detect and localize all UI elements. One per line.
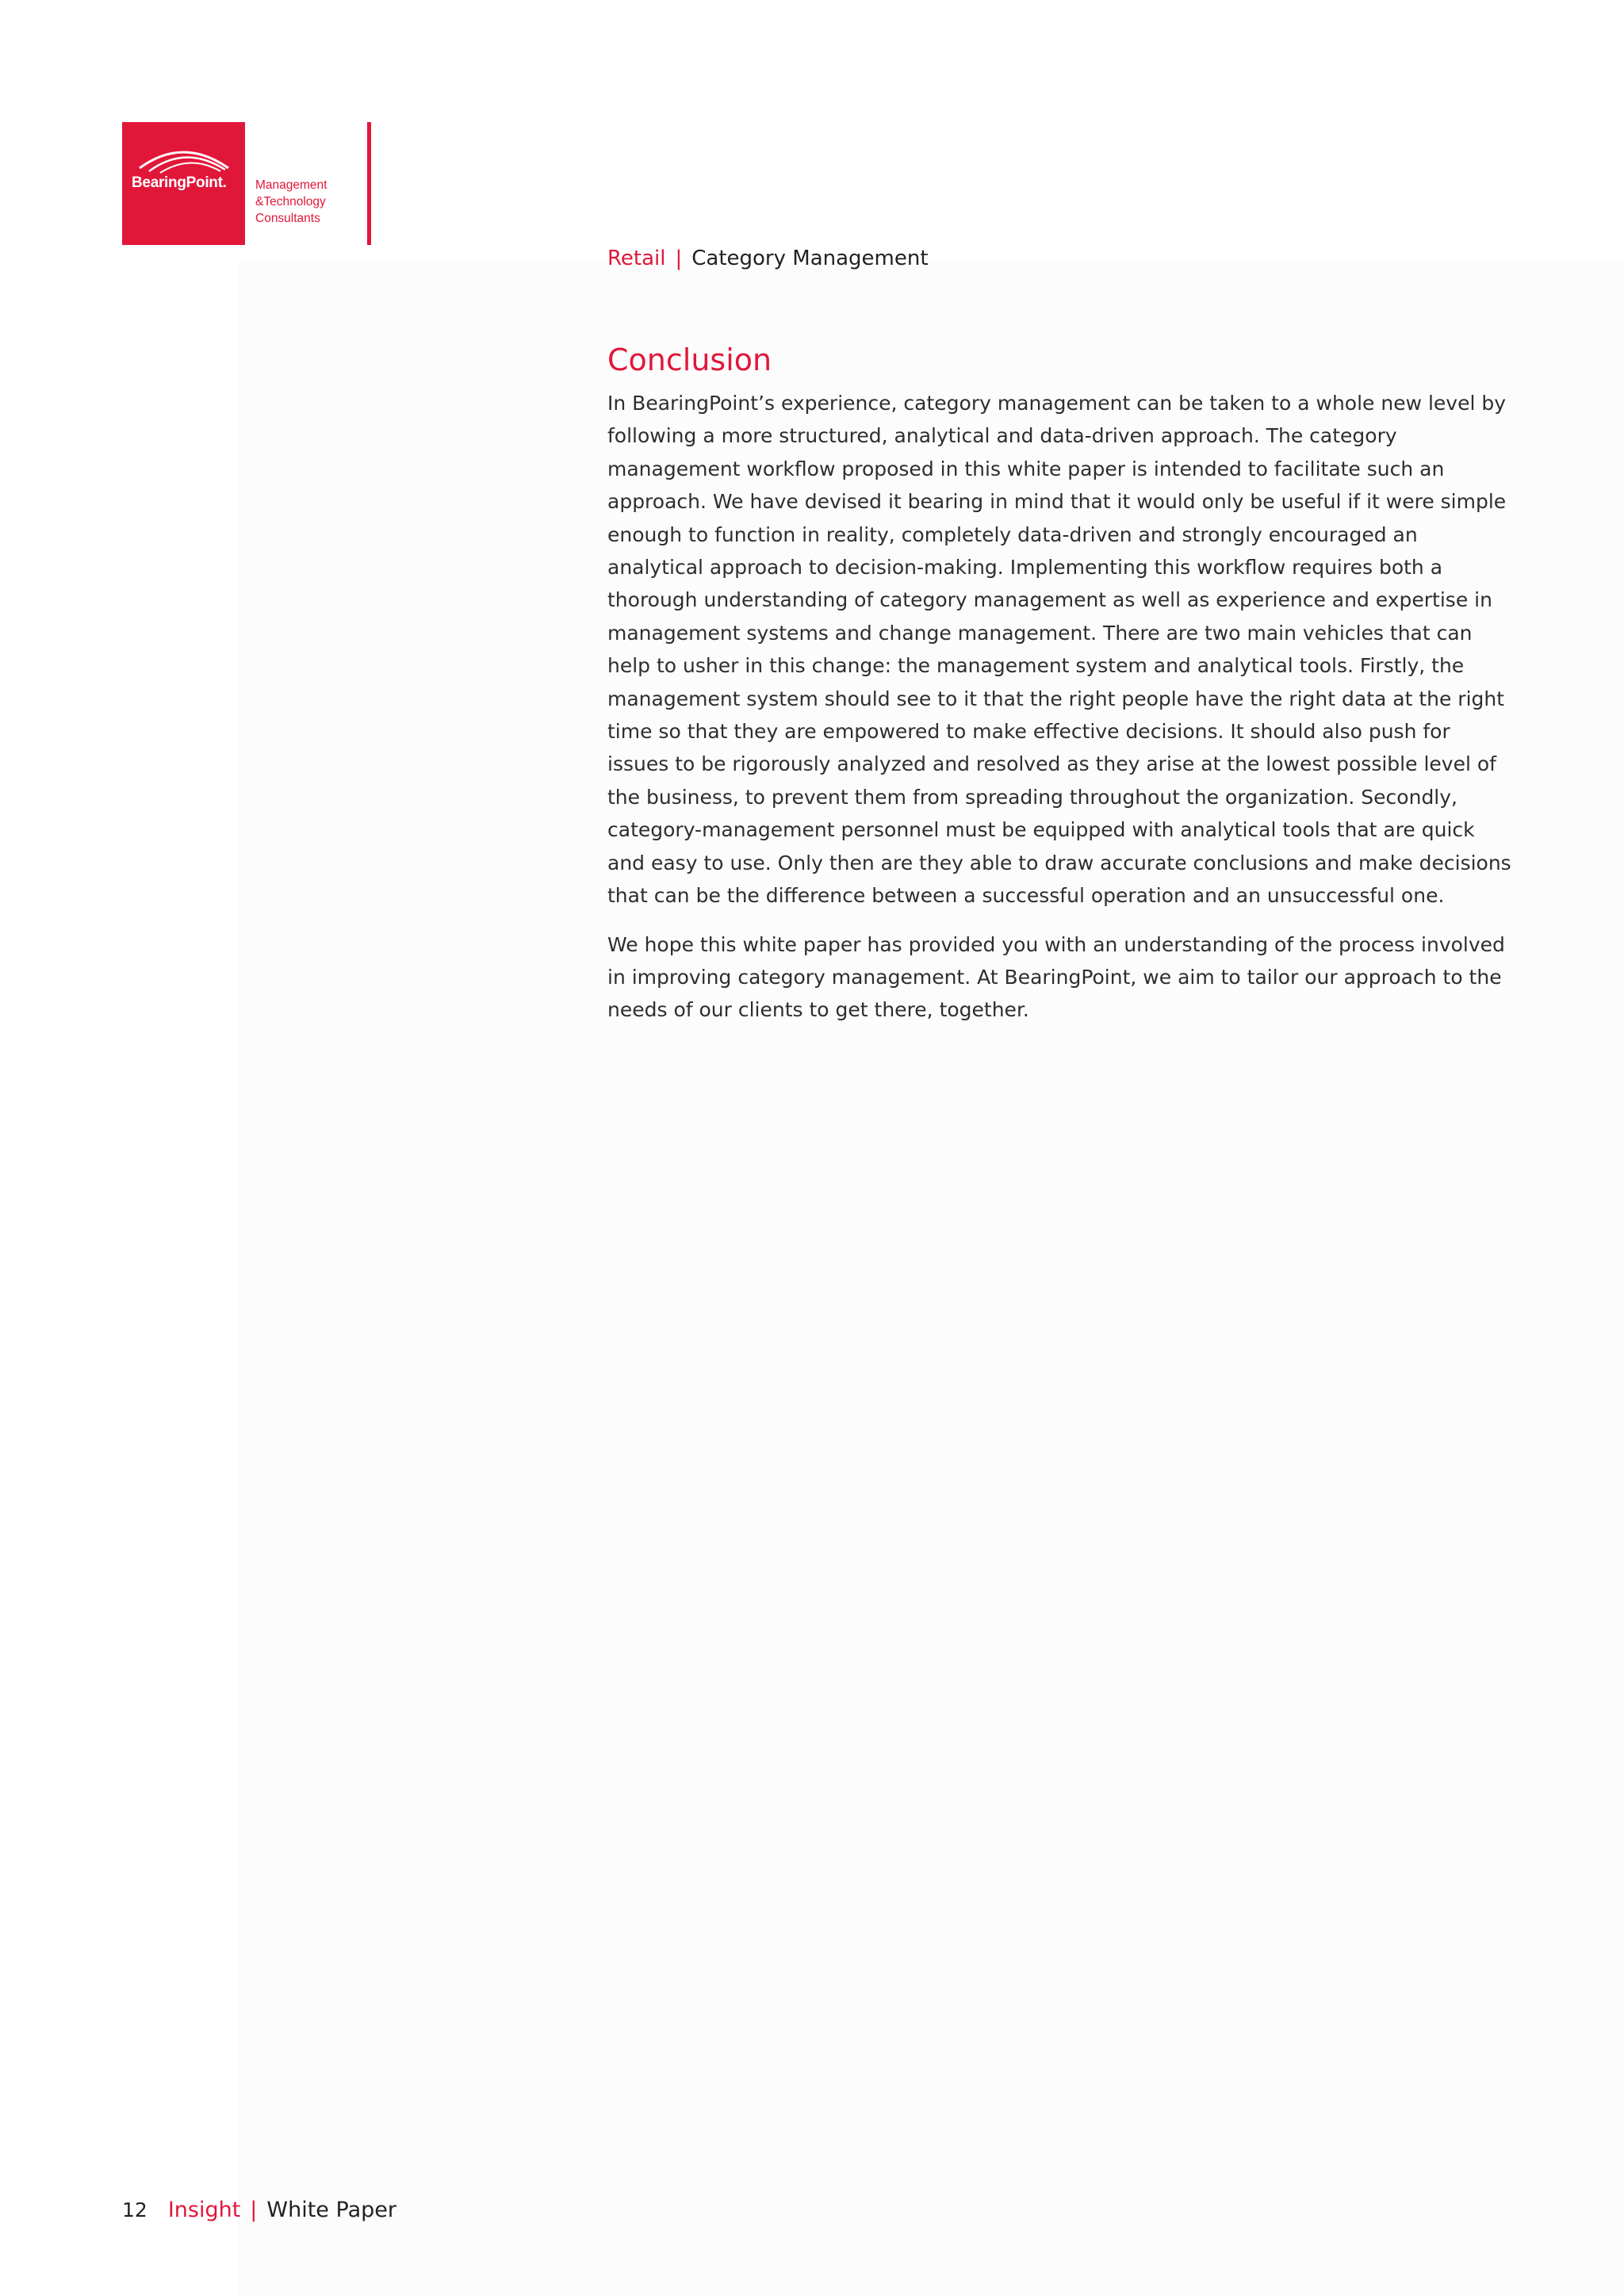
- main-content: [607, 338, 1511, 1027]
- logo-wordmark: BearingPoint.: [132, 174, 227, 191]
- body-paragraph: In BearingPoint’s experience, category management can be taken to a whole new level by following a more structured, analytical and data-driven approach. The category management workflow proposed in this white paper is intended to facilitate such an approach. We have devised it bearing in mind that it would only be useful if it were simple enough to function in reality, completely data-driven and strongly encouraged an analytical approach to decision-making. Implementing this workflow requires both a thorough understanding of category management as well as experience and expertise in management systems and change management. There are two main vehicles that can help to usher in this change: the management system and analytical tools. Firstly, the management system should see to it that the right people have the right data at the right time so that they are empowered to make effective decisions. It should also push for issues to be rigorously analyzed and resolved as they arise at the lowest possible level of the business, to prevent them from spreading throughout the organization. Secondly, category-management personnel must be equipped with analytical tools that are quick and easy to use. Only then are they able to draw accurate conclusions and make decisions that can be the difference between a successful operation and an unsuccessful one.: [607, 392, 1511, 908]
- footer-publication: Insight: [167, 2198, 241, 2222]
- footer-doc-type: White Paper: [266, 2198, 396, 2222]
- logo-tagline: [255, 177, 366, 227]
- footer-separator: |: [250, 2198, 258, 2222]
- logo-tagline-line: Consultants: [255, 212, 320, 225]
- page-number: 12: [122, 2198, 147, 2221]
- bearingpoint-logo: [122, 122, 245, 245]
- breadcrumb: [607, 243, 929, 274]
- logo-tagline-line: Management: [255, 178, 327, 192]
- logo-tagline-line: &Technology: [255, 195, 326, 209]
- page-title: Conclusion: [607, 342, 772, 377]
- breadcrumb-topic: Category Management: [691, 247, 929, 270]
- breadcrumb-separator: |: [675, 247, 683, 270]
- page-footer: [122, 2195, 396, 2226]
- breadcrumb-section: Retail: [607, 247, 666, 270]
- logo-divider-rule: [367, 122, 371, 245]
- body-paragraph: We hope this white paper has provided you with an understanding of the process involved in improving category management. At BearingPoint, we aim to tailor our approach to the needs of our clients to get there, together.: [607, 932, 1505, 1022]
